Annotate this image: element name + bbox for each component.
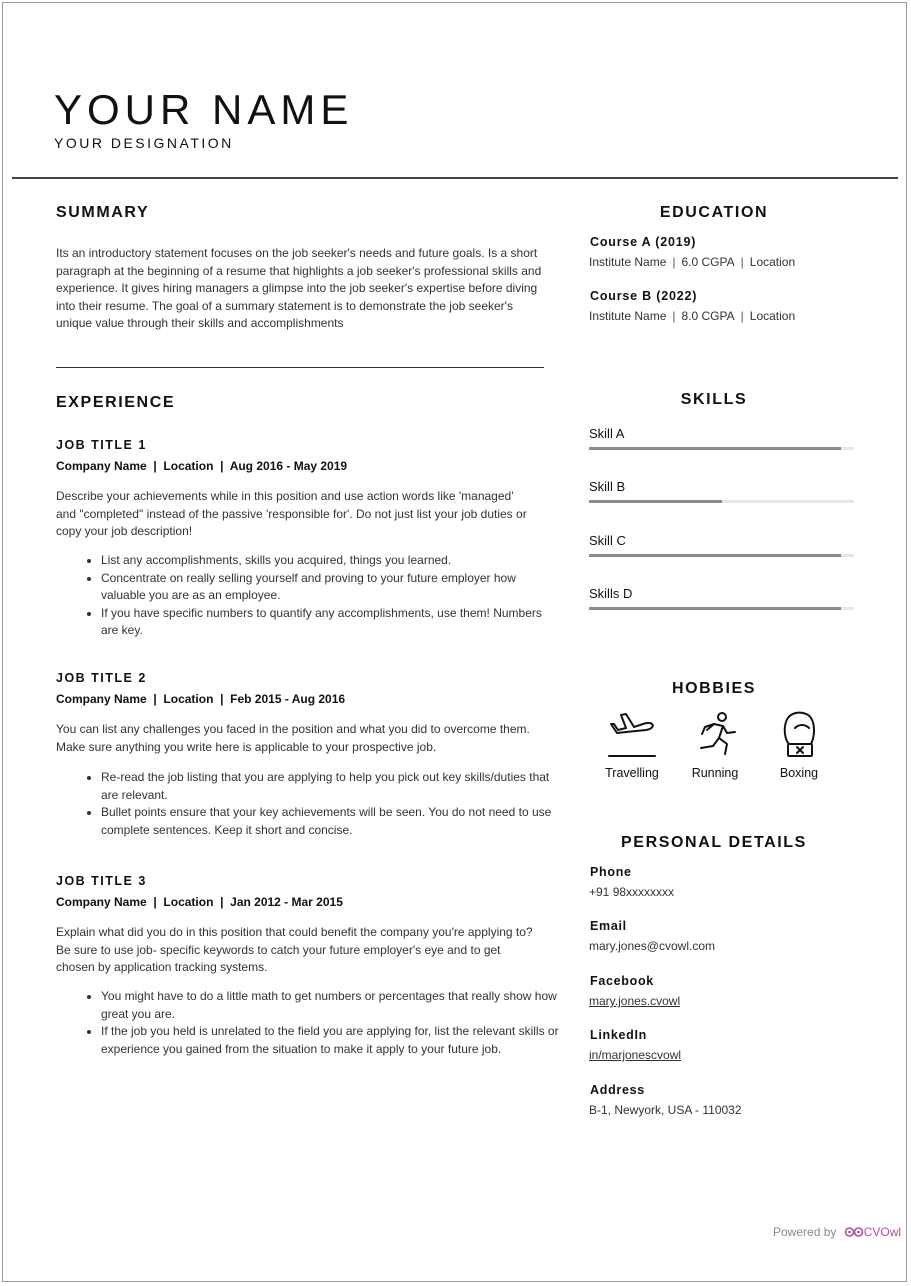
job-bullets: [84, 769, 561, 839]
skill-bar-fill: [589, 554, 841, 557]
owl-logo-icon: [844, 1226, 864, 1238]
boxing-glove-icon: [773, 710, 825, 760]
job-bullets: [84, 988, 561, 1058]
bullet-item: • You might have to do a little math to get numbers or percentages that really show how great you are.: [101, 988, 561, 1023]
address-value: B-1, Newyork, USA - 110032: [589, 1103, 742, 1117]
skill-bar-fill: [589, 447, 841, 450]
linkedin-label: LinkedIn: [590, 1028, 647, 1042]
separator: |: [672, 309, 676, 323]
job-dates: Jan 2012 - Mar 2015: [230, 895, 343, 909]
separator: |: [150, 459, 161, 473]
skill-bar-fill: [589, 500, 722, 503]
summary-heading: SUMMARY: [56, 204, 150, 221]
education-heading: EDUCATION: [659, 204, 769, 221]
powered-by[interactable]: [773, 1225, 901, 1239]
job-description: You can list any challenges you faced in the position and what you did to overcome them. Make sure anything you write here is applicable to your prospective job.: [56, 722, 530, 754]
running-person-icon: [689, 710, 741, 760]
separator: |: [740, 309, 744, 323]
skill-label: Skill C: [589, 533, 626, 548]
bullet-item: • Concentrate on really selling yourself and proving to your future employer how valuable you are as an employee.: [101, 570, 561, 605]
job-title: JOB TITLE 2: [56, 671, 147, 685]
skills-heading: SKILLS: [680, 391, 748, 408]
address-label: Address: [590, 1083, 645, 1097]
separator: |: [740, 255, 744, 269]
education-grade: 8.0 CGPA: [681, 309, 735, 323]
hobby-travelling: [592, 710, 672, 780]
powered-by-text: Powered by: [773, 1225, 837, 1239]
job-title: JOB TITLE 1: [56, 438, 147, 452]
job-dates: Aug 2016 - May 2019: [229, 459, 348, 473]
separator: |: [216, 459, 227, 473]
email-label: Email: [590, 919, 627, 933]
education-course: Course B (2022): [590, 289, 698, 303]
skill-bar: [589, 500, 854, 503]
skill-bar-fill: [589, 607, 841, 610]
education-details: [589, 255, 795, 269]
airplane-icon: [606, 710, 658, 760]
company-name: Company Name: [56, 692, 147, 706]
separator: |: [150, 895, 161, 909]
email-value[interactable]: mary.jones@cvowl.com: [589, 939, 715, 953]
education-grade: 6.0 CGPA: [681, 255, 735, 269]
skill-label: Skill B: [589, 479, 626, 494]
job-description: Explain what did you do in this position that could benefit the company you're applying to? Be sure to use job- specific keywords to catch your future employer's eye and to get chosen by application tracking systems.: [56, 925, 533, 974]
company-name: Company Name: [56, 459, 147, 473]
skill-label: Skills D: [589, 586, 633, 601]
linkedin-link[interactable]: in/marjonescvowl: [589, 1048, 682, 1062]
summary-text: Its an introductory statement focuses on the job seeker's needs and future goals. Is a short paragraph at the beginning of a resume that highlights a job seeker's professional skills and experience. It gives hiring managers a glimpse into the job seeker's expertise before diving into their resume. The goal of a summary statement is to demonstrate the job seeker's unique value through their skills and accomplishments: [56, 246, 542, 330]
bullet-item: • Bullet points ensure that your key achievements will be seen. You do not need to use complete sentences. Keep it short and concise.: [101, 804, 561, 839]
hobby-running: [675, 710, 755, 780]
skill-bar: [589, 607, 854, 610]
separator: |: [672, 255, 676, 269]
hobby-label: Travelling: [605, 766, 659, 780]
page-frame: [2, 2, 907, 1282]
hobby-boxing: [759, 710, 839, 780]
education-course: Course A (2019): [590, 235, 697, 249]
job-location: Location: [163, 459, 214, 473]
hobbies-heading: HOBBIES: [671, 680, 757, 697]
job-bullets: [84, 552, 561, 640]
job-dates: Feb 2015 - Aug 2016: [230, 692, 346, 706]
skill-bar: [589, 447, 854, 450]
bullet-item: • Re-read the job listing that you are applying to help you pick out key skills/duties that are relevant.: [101, 769, 561, 804]
company-name: Company Name: [56, 895, 147, 909]
brand-name: CVOwl: [863, 1225, 902, 1239]
job-title: JOB TITLE 3: [56, 874, 147, 888]
header-divider: [12, 177, 898, 179]
section-divider: [56, 367, 544, 368]
separator: |: [216, 895, 227, 909]
candidate-name: YOUR NAME: [54, 86, 354, 133]
job-meta: [56, 692, 345, 706]
phone-value: +91 98xxxxxxxx: [589, 885, 675, 899]
bullet-item: • If the job you held is unrelated to the field you are applying for, list the relevant skills or experience you gained from the situation to make it apply to your future job.: [101, 1023, 561, 1058]
skill-bar: [589, 554, 854, 557]
facebook-label: Facebook: [590, 974, 654, 988]
institute-name: Institute Name: [589, 255, 667, 269]
job-meta: [56, 459, 347, 473]
skill-label: Skill A: [589, 426, 625, 441]
hobby-label: Boxing: [779, 766, 819, 780]
candidate-designation: YOUR DESIGNATION: [54, 135, 234, 151]
job-description: Describe your achievements while in this position and use action words like 'managed' and "completed" instead of the passive 'responsible for'. Do not just list your job duties or copy your job description!: [56, 489, 527, 538]
facebook-link[interactable]: mary.jones.cvowl: [589, 994, 681, 1008]
bullet-item: • List any accomplishments, skills you acquired, things you learned.: [101, 552, 561, 570]
bullet-item: • If you have specific numbers to quantify any accomplishments, use them! Numbers are key.: [101, 605, 561, 640]
education-location: Location: [749, 309, 796, 323]
experience-heading: EXPERIENCE: [56, 394, 176, 411]
personal-details-heading: PERSONAL DETAILS: [621, 834, 807, 851]
job-meta: [56, 895, 343, 909]
education-location: Location: [749, 255, 796, 269]
phone-label: Phone: [590, 865, 632, 879]
hobby-label: Running: [691, 766, 739, 780]
separator: |: [150, 692, 161, 706]
institute-name: Institute Name: [589, 309, 667, 323]
job-location: Location: [163, 895, 214, 909]
separator: |: [216, 692, 227, 706]
job-location: Location: [163, 692, 214, 706]
education-details: [589, 309, 795, 323]
